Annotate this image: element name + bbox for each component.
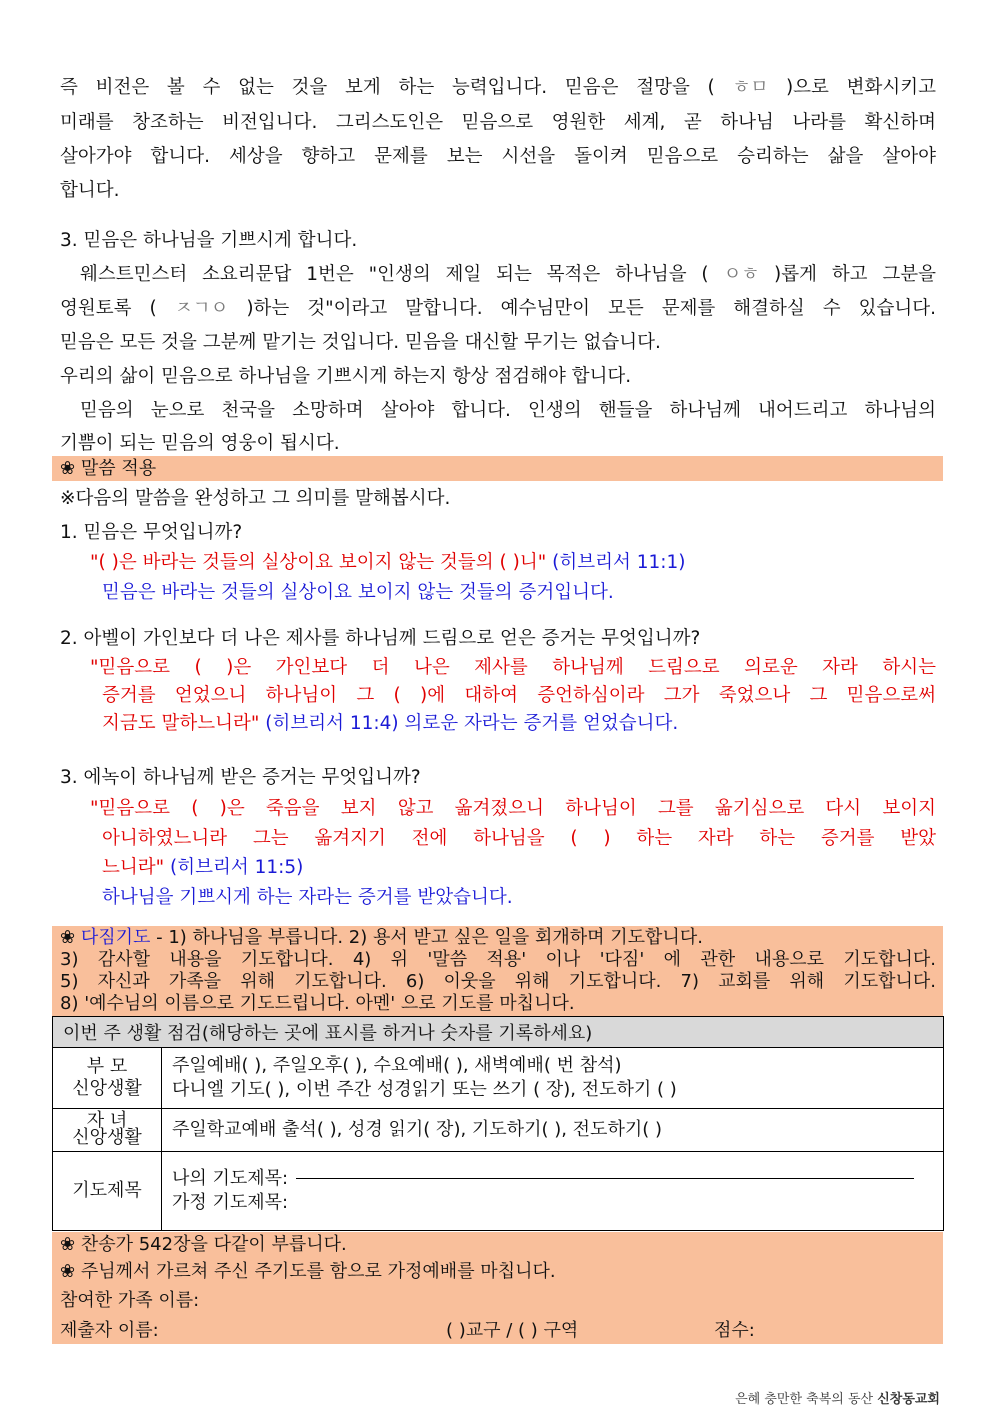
q2-verse-3: 지금도 말하느니라" (히브리서 11:4) 의로운 자라는 증거를 얻었습니다. xyxy=(102,713,679,734)
section-line-5: 믿음의 눈으로 천국을 소망하며 살아야 합니다. 인생의 핸들을 하나님께 내어드리고 하나님의 xyxy=(80,400,936,421)
q3-verse-2: 아니하였느니라 그는 옮겨지기 전에 하나님을 ( ) 하는 자라 하는 증거를 받았 xyxy=(102,828,936,849)
prayer-topics-label: 기도제목 xyxy=(53,1151,162,1231)
q3-answer: 하나님을 기쁘시게 하는 자라는 증거를 받았습니다. xyxy=(102,887,513,908)
flower-icon: ❀ xyxy=(60,1261,76,1282)
blank-hint: ㅈㄱㅇ xyxy=(174,298,229,319)
blank-hint: ㅇㅎ xyxy=(723,264,760,285)
section-line-3: 믿음은 모든 것을 그분께 맡기는 것입니다. 믿음을 대신할 무기는 없습니다. xyxy=(60,332,661,353)
intro-line-3: 살아가야 합니다. 세상을 향하고 문제를 보는 시선을 돌이켜 믿음으로 승리하는 삶을 살아야 xyxy=(60,146,936,167)
q2-verse-1: "믿음으로 ( )은 가인보다 더 나은 제사를 하나님께 드림으로 의로운 자라 하시는 xyxy=(90,657,936,678)
section-line-4: 우리의 삶이 믿음으로 하나님을 기쁘시게 하는지 항상 점검해야 합니다. xyxy=(60,366,632,387)
intro-line-2: 미래를 창조하는 비전입니다. 그리스도인은 믿음으로 영원한 세계, 곧 하나님 나라를 확신하며 xyxy=(60,112,936,133)
score-label: 점수: xyxy=(714,1320,755,1341)
parent-checks[interactable]: 주일예배( ), 주일오후( ), 수요예배( ), 새벽예배( 번 참석) 다니엘 기도( ), 이번 주간 성경읽기 또는 쓰기 ( 장), 전도하기 ( ) xyxy=(162,1047,944,1108)
church-name: 신창동교회 xyxy=(877,1392,940,1407)
prayer-line-2: 3) 감사할 내용을 기도합니다. 4) 위 '말씀 적용' 이나 '다짐' 에 관한 내용으로 기도합니다. xyxy=(60,949,936,970)
q3-reference: (히브리서 11:5) xyxy=(170,857,304,878)
q1-question: 1. 믿음은 무엇입니까? xyxy=(60,522,243,543)
section-line-1: 웨스트민스터 소요리문답 1번은 "인생의 제일 되는 목적은 하나님을 ( ㅇㅎ )롭게 하고 그분을 xyxy=(80,264,936,285)
flower-icon: ❀ xyxy=(60,458,76,479)
apply-instruction: ※다음의 말씀을 완성하고 그 의미를 말해봅시다. xyxy=(60,488,451,509)
q2-answer: 의로운 자라는 증거를 얻었습니다. xyxy=(404,713,679,734)
flower-icon: ❀ xyxy=(60,927,76,948)
flower-icon: ❀ xyxy=(60,1234,76,1255)
district-field[interactable]: ( )교구 / ( ) 구역 xyxy=(446,1320,579,1341)
footer: 은혜 충만한 축복의 동산 신창동교회 xyxy=(735,1392,940,1407)
prayer-line-4: 8) '예수님의 이름으로 기도드립니다. 아멘' 으로 기도를 마칩니다. xyxy=(60,993,575,1014)
apply-title: ❀ 말씀 적용 xyxy=(60,458,157,479)
lords-prayer-line: ❀ 주님께서 가르쳐 주신 주기도를 함으로 가정예배를 마칩니다. xyxy=(60,1261,556,1282)
q1-verse: "( )은 바라는 것들의 실상이요 보이지 않는 것들의 ( )니" (히브리서 11:1) xyxy=(90,552,686,573)
q2-reference: (히브리서 11:4) xyxy=(265,713,399,734)
q2-question: 2. 아벨이 가인보다 더 나은 제사를 하나님께 드림으로 얻은 증거는 무엇입니까? xyxy=(60,628,701,649)
q3-verse-1: "믿음으로 ( )은 죽음을 보지 않고 옮겨졌으니 하나님이 그를 옮기심으로 다시 보이지 xyxy=(90,798,936,819)
life-checklist-table xyxy=(52,1016,944,1231)
submitter-label: 제출자 이름: xyxy=(60,1320,159,1341)
family-names-label: 참여한 가족 이름: xyxy=(60,1290,200,1311)
prayer-line-3: 5) 자신과 가족을 위해 기도합니다. 6) 이웃을 위해 기도합니다. 7) 교회를 위해 기도합니다. xyxy=(60,971,936,992)
child-label: 자 녀 신앙생활 xyxy=(53,1108,162,1151)
q3-question: 3. 에녹이 하나님께 받은 증거는 무엇입니까? xyxy=(60,767,421,788)
q2-verse-2: 증거를 얻었으니 하나님이 그 ( )에 대하여 증언하심이라 그가 죽었으나 그 믿음으로써 xyxy=(102,685,936,706)
prayer-title: 다짐기도 xyxy=(80,927,151,948)
hymn-line: ❀ 찬송가 542장을 다같이 부릅니다. xyxy=(60,1234,347,1255)
q1-answer: 믿음은 바라는 것들의 실상이요 보이지 않는 것들의 증거입니다. xyxy=(102,582,614,603)
prayer-line-1: ❀ 다짐기도 - 1) 하나님을 부릅니다. 2) 용서 받고 싶은 일을 회개하며 기도합니다. xyxy=(60,927,703,948)
prayer-write-line[interactable] xyxy=(296,1178,914,1179)
section-line-6: 기쁨이 되는 믿음의 영웅이 됩시다. xyxy=(60,433,340,454)
prayer-topics[interactable]: 나의 기도제목: 가정 기도제목: xyxy=(162,1151,944,1231)
parent-label: 부 모 신앙생활 xyxy=(53,1047,162,1108)
blank-hint: ㅎㅁ xyxy=(732,77,769,98)
section-heading: 3. 믿음은 하나님을 기쁘시게 합니다. xyxy=(60,230,358,251)
q1-reference: (히브리서 11:1) xyxy=(552,552,686,573)
intro-line-1: 즉 비전은 볼 수 없는 것을 보게 하는 능력입니다. 믿음은 절망을 ( ㅎㅁ )으로 변화시키고 xyxy=(60,77,936,98)
intro-line-4: 합니다. xyxy=(60,180,120,201)
child-checks[interactable]: 주일학교예배 출석( ), 성경 읽기( 장), 기도하기( ), 전도하기( ) xyxy=(162,1108,944,1151)
checklist-header: 이번 주 생활 점검(해당하는 곳에 표시를 하거나 숫자를 기록하세요) xyxy=(53,1017,944,1048)
q3-verse-3: 느니라" (히브리서 11:5) xyxy=(102,857,304,878)
section-line-2: 영원토록 ( ㅈㄱㅇ )하는 것"이라고 말합니다. 예수님만이 모든 문제를 해결하실 수 있습니다. xyxy=(60,298,936,319)
